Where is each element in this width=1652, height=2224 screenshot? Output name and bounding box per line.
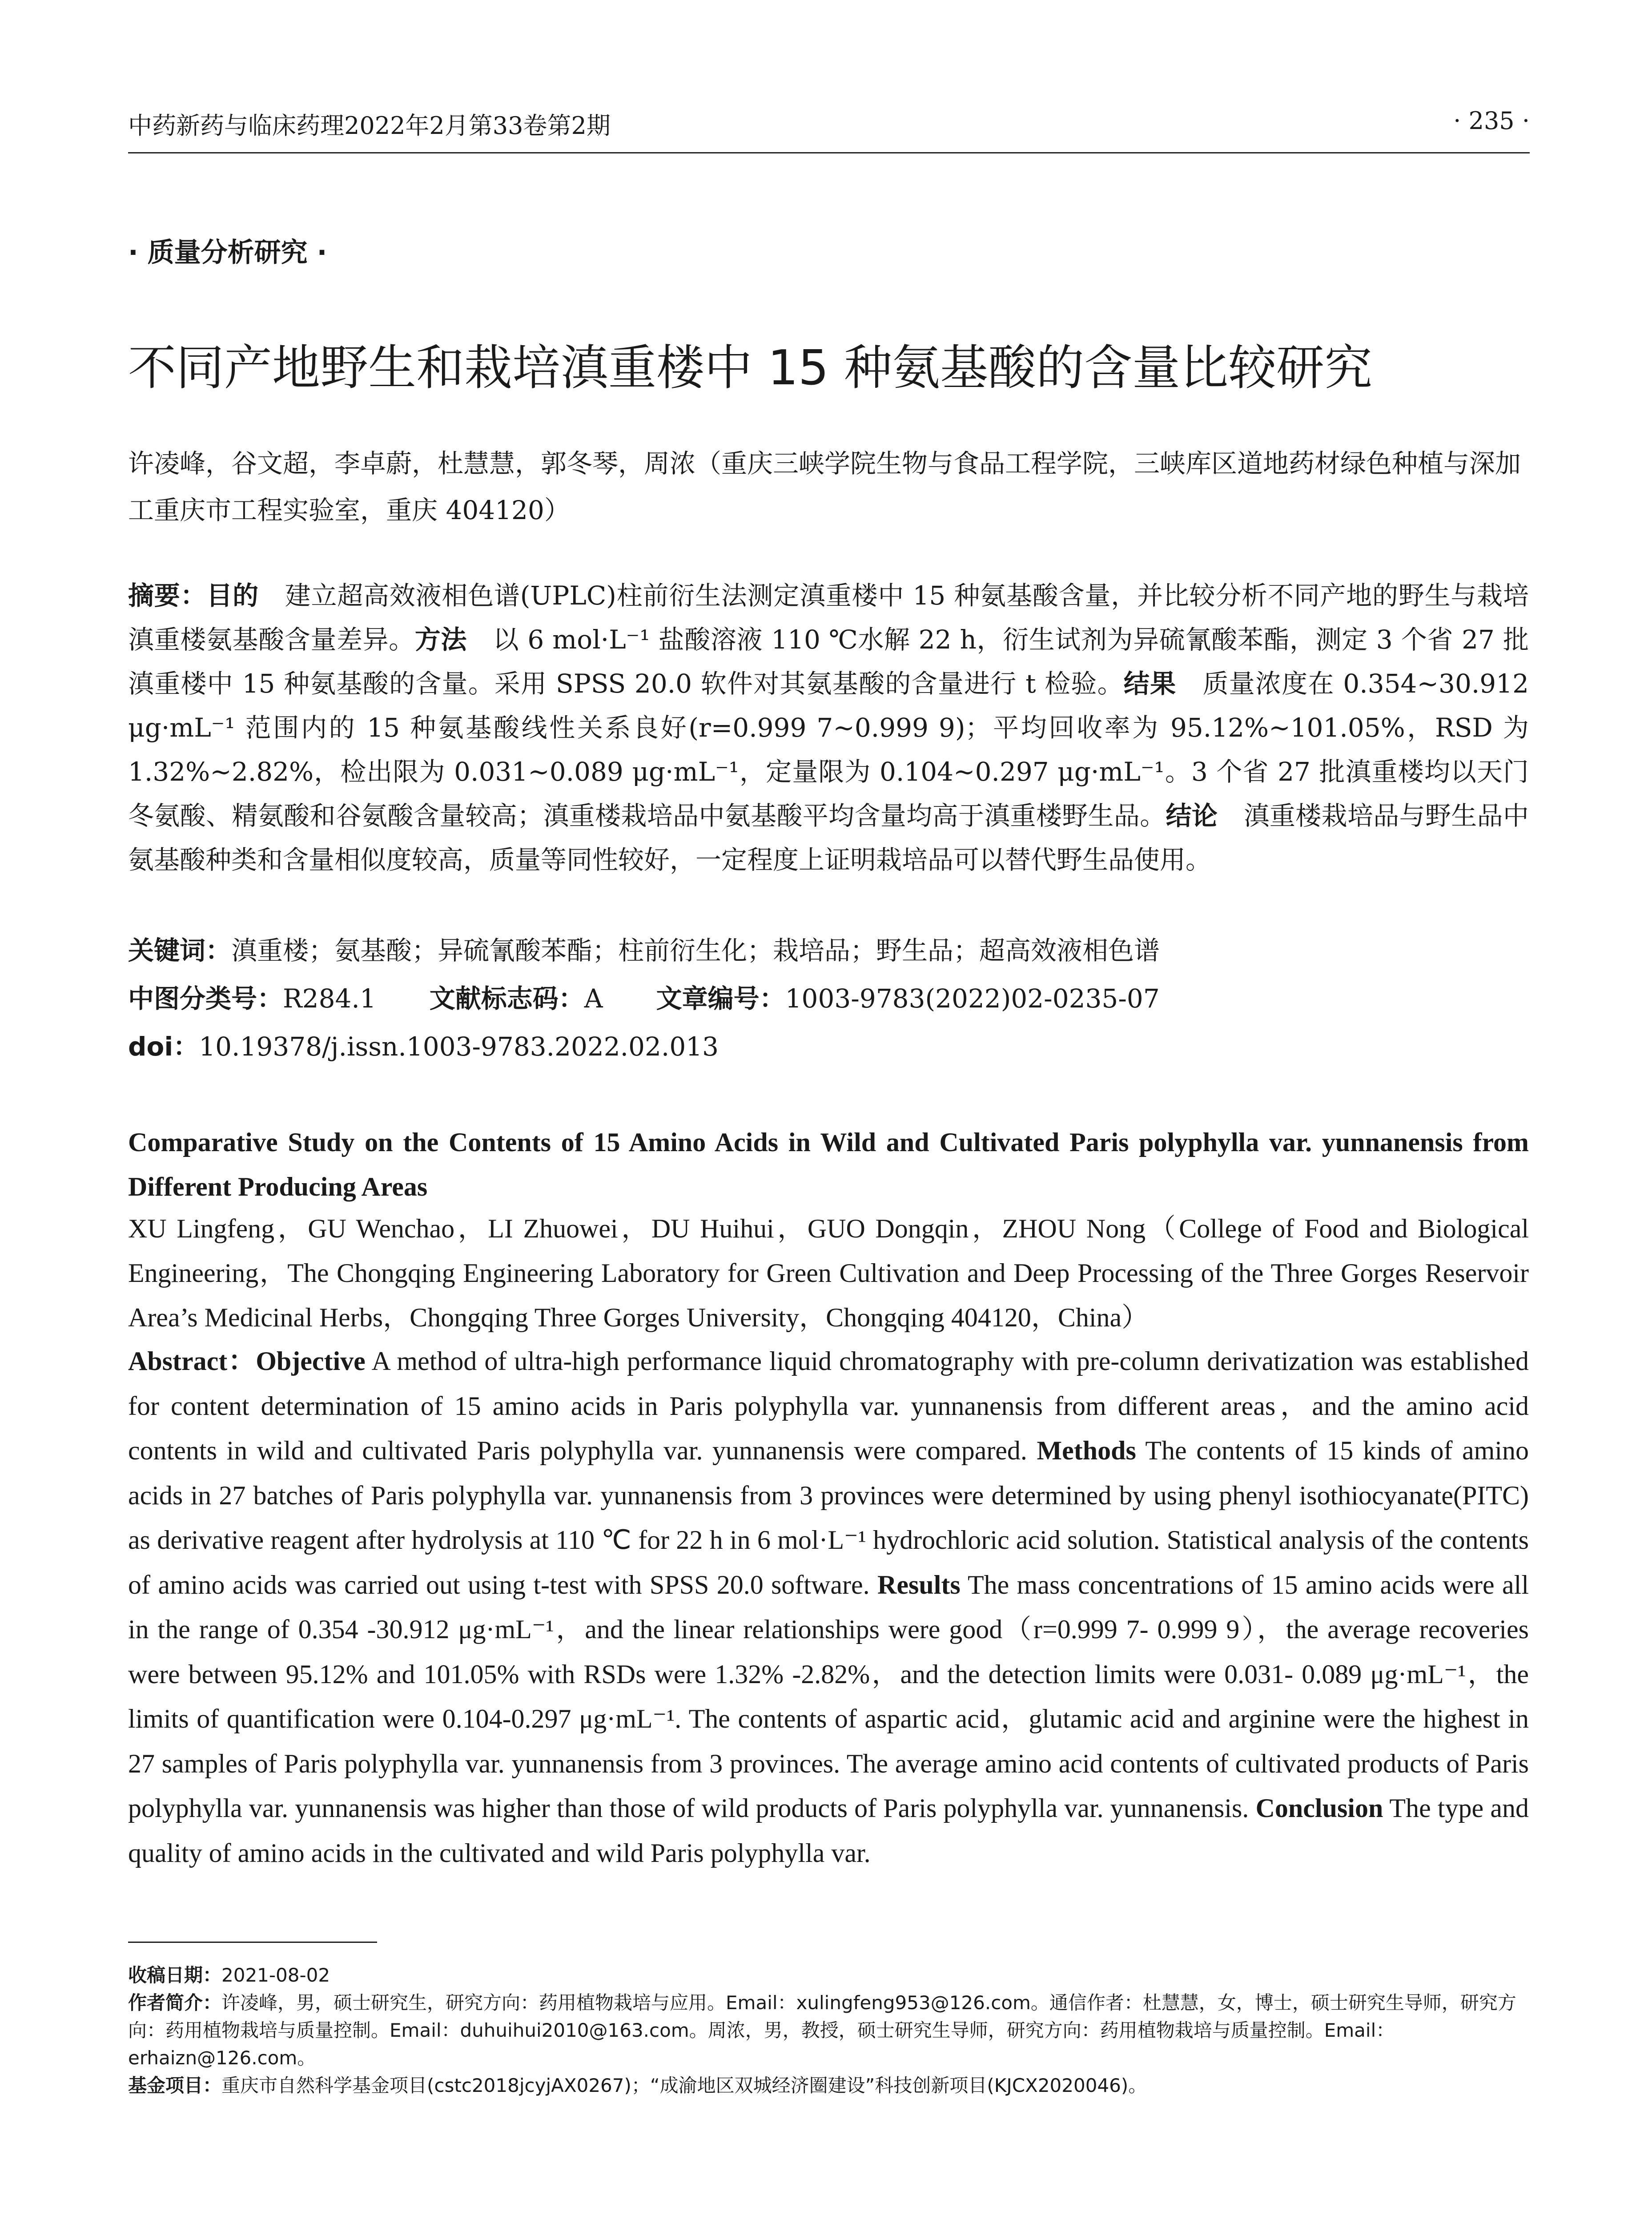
received-value: 2021-08-02 (221, 1964, 330, 1986)
footnotes (128, 1962, 1529, 2099)
article-no-value: 1003-9783(2022)02-0235-07 (785, 983, 1160, 1014)
results-label-cn: 结果 (1123, 669, 1177, 699)
conclusion-text-cn: 滇重楼栽培品与野生品中氨基酸种类和含量相似度较高，质量等同性较好，一定程度上证明栽培品可以替代野生品使用。 (128, 801, 1529, 875)
objective-text-cn: 建立超高效液相色谱(UPLC)柱前衍生法测定滇重楼中 15 种氨基酸含量，并比较分析不同产地的野生与栽培滇重楼氨基酸含量差异。 (128, 580, 1529, 655)
doi-line (128, 1026, 1529, 1063)
results-text-en: The mass concentrations of 15 amino acids were all in the range of 0.354 -30.912 μg·mL⁻¹，and the linear relationships were good（r=0.999 7- 0.999 9），the average recoveries were between 95.12% and 101.05% with RSDs were 1.32% -2.82%，and the detection limits were 0.031- 0.089 μg·mL⁻¹，the limits of quantification were 0.104-0.297 μg·mL⁻¹. The contents of aspartic acid，glutamic acid and arginine were the highest in 27 samples of Paris polyphylla var. yunnanensis from 3 provinces. The average amino acid contents of cultivated products of Paris polyphylla var. yunnanensis was higher than those of wild products of Paris polyphylla var. yunnanensis. (128, 1570, 1529, 1823)
doi-label: doi： (128, 1031, 199, 1062)
funding-value: 重庆市自然科学基金项目(cstc2018jcyjAX0267)；“成渝地区双城经济圈建设”科技创新项目(KJCX2020046)。 (221, 2075, 1147, 2096)
abstract-label-en: Abstract： (128, 1346, 256, 1376)
author-bio-label: 作者简介： (128, 1992, 222, 2014)
authors-affiliation-cn: 许凌峰，谷文超，李卓蔚，杜慧慧，郭冬琴，周浓（重庆三峡学院生物与食品工程学院，三峡库区道地药材绿色种植与深加工重庆市工程实验室，重庆 404120） (128, 448, 1521, 525)
results-label-en: Results (877, 1570, 961, 1600)
funding-label: 基金项目： (128, 2075, 222, 2096)
keywords-value: 滇重楼；氨基酸；异硫氰酸苯酯；柱前衍生化；栽培品；野生品；超高效液相色谱 (231, 935, 1160, 966)
footnote-rule (128, 1942, 377, 1943)
conclusion-text-en: The type and quality of amino acids in the cultivated and wild Paris polyphylla var. (128, 1793, 1529, 1868)
section-label: · 质量分析研究 · (128, 237, 327, 268)
clc-label: 中图分类号： (128, 983, 283, 1014)
abstract-cn (128, 574, 1529, 882)
conclusion-label-en: Conclusion (1255, 1793, 1383, 1823)
article-title-cn: 不同产地野生和栽培滇重楼中 15 种氨基酸的含量比较研究 (128, 340, 1373, 396)
authors-affiliation-en: XU Lingfeng，GU Wenchao，LI Zhuowei，DU Huihui，GUO Dongqin，ZHOU Nong（College of Food and Biological Engineering，The Chongqing Engineering Laboratory for Green Cultivation and Deep Processing of the Three Gorges Reservoir Area’s Medicinal Herbs，Chongqing Three Gorges University，Chongqing 404120，China） (128, 1214, 1529, 1332)
running-header-journal: 中药新药与临床药理2022年2月第33卷第2期 (128, 112, 611, 140)
methods-text-en: The contents of 15 kinds of amino acids in 27 batches of Paris polyphylla var. yunnanensis from 3 provinces were determined by using phenyl isothiocyanate(PITC) as derivative reagent after hydrolysis at 110 ℃ for 22 h in 6 mol·L⁻¹ hydrochloric acid solution. Statistical analysis of the contents of amino acids was carried out using t-test with SPSS 20.0 software. (128, 1436, 1529, 1600)
received-date-line (128, 1962, 1529, 1989)
author-bio-line (128, 1989, 1529, 2072)
keywords-label: 关键词： (128, 935, 232, 966)
abstract-label-cn: 摘要： (128, 580, 207, 611)
header-rule (128, 152, 1530, 153)
objective-label-en: Objective (256, 1346, 366, 1376)
methods-label-en: Methods (1037, 1436, 1136, 1465)
objective-text-en: A method of ultra-high performance liquid chromatography with pre-column derivatization was established for content determination of 15 amino acids in Paris polyphylla var. yunnanensis from different areas，and the amino acid contents in wild and cultivated Paris polyphylla var. yunnanensis were compared. (128, 1346, 1529, 1465)
article-title-en: Comparative Study on the Contents of 15 Amino Acids in Wild and Cultivated Paris polyphylla var. yunnanensis from Different Producing Areas (128, 1128, 1529, 1201)
funding-line (128, 2072, 1529, 2099)
methods-text-cn: 以 6 mol·L⁻¹ 盐酸溶液 110 ℃水解 22 h，衍生试剂为异硫氰酸苯酯，测定 3 个省 27 批滇重楼中 15 种氨基酸的含量。采用 SPSS 20.0 软件对其氨基酸的含量进行 t 检验。 (128, 624, 1529, 699)
objective-label-cn: 目的 (206, 580, 259, 611)
conclusion-label-cn: 结论 (1166, 801, 1218, 831)
keywords-line (128, 930, 1529, 967)
classification-line (128, 978, 1529, 1015)
results-text-cn: 质量浓度在 0.354~30.912 μg·mL⁻¹ 范围内的 15 种氨基酸线性关系良好(r=0.999 7~0.999 9)；平均回收率为 95.12%~101.05%，RSD 为 1.32%~2.82%，检出限为 0.031~0.089 μg·mL⁻¹，定量限为 0.104~0.297 μg·mL⁻¹。3 个省 27 批滇重楼均以天门冬氨酸、精氨酸和谷氨酸含量较高；滇重楼栽培品中氨基酸平均含量均高于滇重楼野生品。 (128, 669, 1529, 831)
abstract-en (128, 1339, 1529, 1875)
doc-code-value: A (584, 983, 603, 1014)
methods-label-cn: 方法 (414, 624, 467, 655)
author-bio-value: 许凌峰，男，硕士研究生，研究方向：药用植物栽培与应用。Email：xulingfeng953@126.com。通信作者：杜慧慧，女，博士，硕士研究生导师，研究方向：药用植物栽培与质量控制。Email：duhuihui2010@163.com。周浓，男，教授，硕士研究生导师，研究方向：药用植物栽培与质量控制。Email：erhaizn@126.com。 (128, 1992, 1516, 2069)
page-number: · 235 · (1453, 107, 1530, 135)
article-no-label: 文章编号： (656, 983, 785, 1014)
doi-value: 10.19378/j.issn.1003-9783.2022.02.013 (199, 1031, 719, 1062)
received-label: 收稿日期： (128, 1964, 222, 1986)
clc-value: R284.1 (283, 983, 376, 1014)
doc-code-label: 文献标志码： (429, 983, 584, 1014)
